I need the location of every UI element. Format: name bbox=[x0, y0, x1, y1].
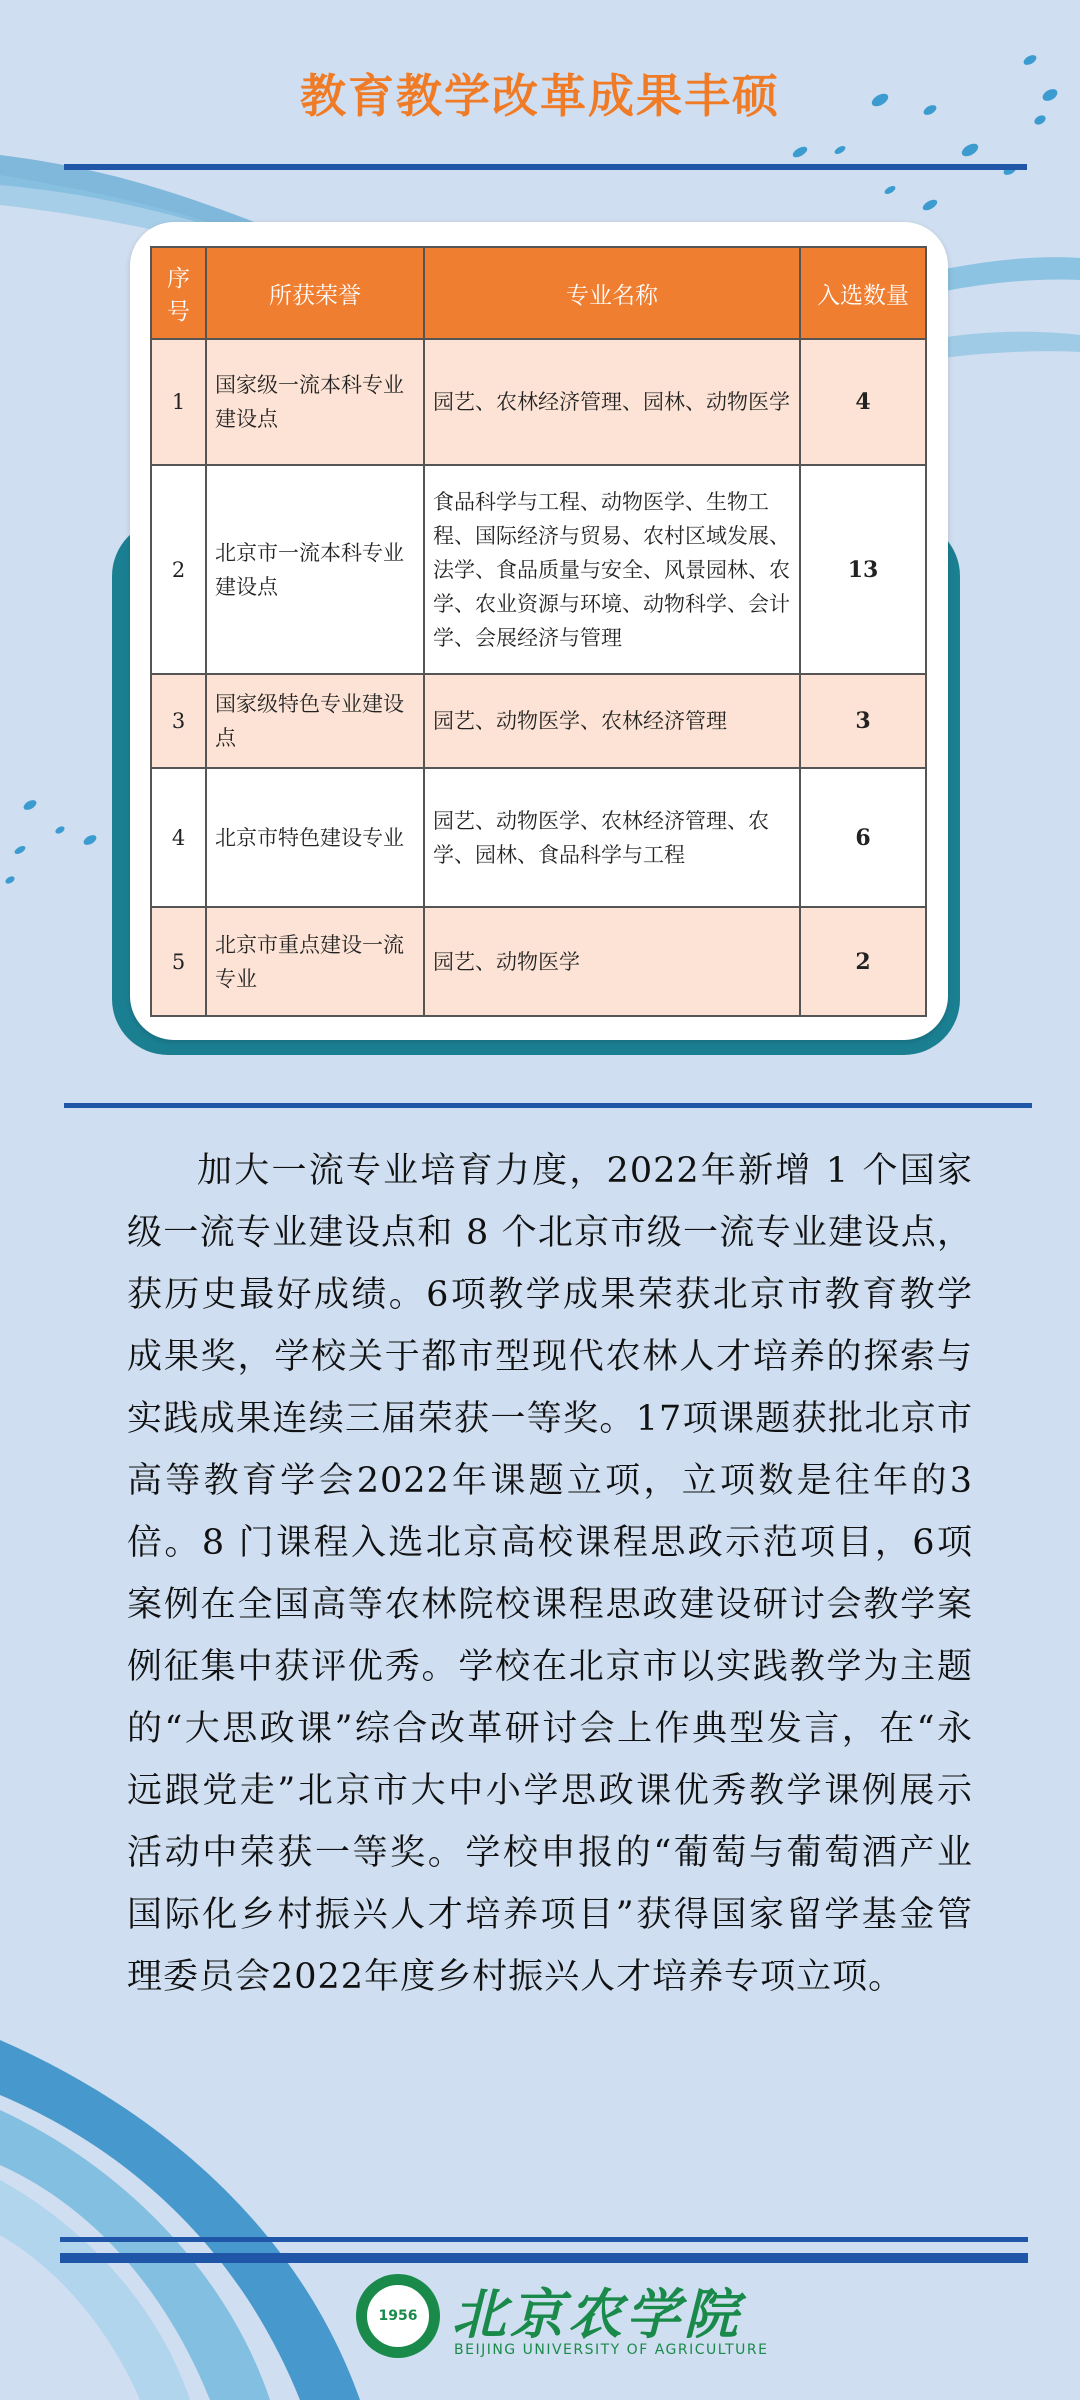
footer-divider-bottom bbox=[60, 2253, 1028, 2263]
footer-divider-top bbox=[60, 2237, 1028, 2242]
table-row bbox=[151, 768, 926, 907]
honors-table bbox=[150, 246, 927, 1017]
row-majors: 园艺、动物医学、农林经济管理 bbox=[424, 674, 800, 768]
header-count: 入选数量 bbox=[800, 247, 926, 339]
row-honor: 北京市特色建设专业 bbox=[206, 768, 424, 907]
row-count: 6 bbox=[800, 768, 926, 907]
section-divider bbox=[64, 1103, 1032, 1108]
row-index: 3 bbox=[151, 674, 206, 768]
logo-name-cn: 北京农学院 bbox=[452, 2282, 742, 2346]
page-title: 教育教学改革成果丰硕 bbox=[300, 69, 780, 123]
row-majors: 园艺、动物医学 bbox=[424, 907, 800, 1016]
logo-name-en: BEIJING UNIVERSITY OF AGRICULTURE bbox=[454, 2342, 769, 2358]
row-index: 2 bbox=[151, 465, 206, 674]
row-honor: 国家级特色专业建设点 bbox=[206, 674, 424, 768]
emblem-year: 1956 bbox=[378, 2308, 418, 2324]
row-majors: 园艺、农林经济管理、园林、动物医学 bbox=[424, 339, 800, 465]
header-index: 序号 bbox=[151, 247, 206, 339]
table-row bbox=[151, 339, 926, 465]
row-count: 2 bbox=[800, 907, 926, 1016]
table-row bbox=[151, 907, 926, 1016]
row-majors: 食品科学与工程、动物医学、生物工程、国际经济与贸易、农村区域发展、法学、食品质量与安全、风景园林、农学、农业资源与环境、动物科学、会计学、会展经济与管理 bbox=[424, 465, 800, 674]
university-logo bbox=[356, 2272, 769, 2372]
row-index: 5 bbox=[151, 907, 206, 1016]
row-majors: 园艺、动物医学、农林经济管理、农学、园林、食品科学与工程 bbox=[424, 768, 800, 907]
row-honor: 国家级一流本科专业建设点 bbox=[206, 339, 424, 465]
row-count: 4 bbox=[800, 339, 926, 465]
row-count: 3 bbox=[800, 674, 926, 768]
header-majors: 专业名称 bbox=[424, 247, 800, 339]
university-emblem-icon bbox=[356, 2274, 440, 2358]
row-honor: 北京市一流本科专业建设点 bbox=[206, 465, 424, 674]
title-divider bbox=[64, 164, 1027, 170]
table-header-row bbox=[151, 247, 926, 339]
row-honor: 北京市重点建设一流专业 bbox=[206, 907, 424, 1016]
body-paragraph: 加大一流专业培育力度，2022年新增 1 个国家级一流专业建设点和 8 个北京市级一流专业建设点，获历史最好成绩。6项教学成果荣获北京市教育教学成果奖，学校关于都市型现代农林人才培养的探索与实践成果连续三届荣获一等奖。17项课题获批北京市高等教育学会2022年课题立项，立项数是往年的3倍。8 门课程入选北京高校课程思政示范项目，6项案例在全国高等农林院校课程思政建设研讨会教学案例征集中获评优秀。学校在北京市以实践教学为主题的“大思政课”综合改革研讨会上作典型发言，在“永远跟党走”北京市大中小学思政课优秀教学课例展示活动中荣获一等奖。学校申报的“葡萄与葡萄酒产业国际化乡村振兴人才培养项目”获得国家留学基金管理委员会2022年度乡村振兴人才培养专项立项。 bbox=[127, 1151, 973, 1997]
row-index: 1 bbox=[151, 339, 206, 465]
table-row bbox=[151, 465, 926, 674]
row-count: 13 bbox=[800, 465, 926, 674]
row-index: 4 bbox=[151, 768, 206, 907]
table-row bbox=[151, 674, 926, 768]
header-honor: 所获荣誉 bbox=[206, 247, 424, 339]
